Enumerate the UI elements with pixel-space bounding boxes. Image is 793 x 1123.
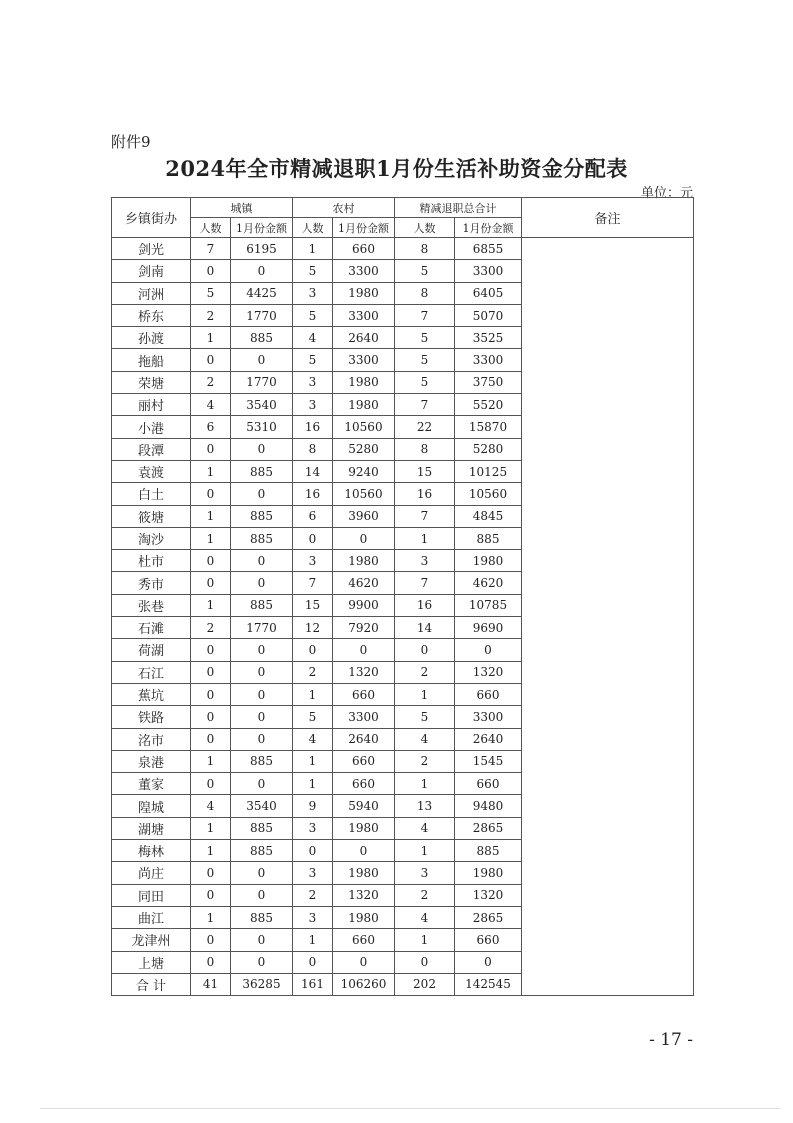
town-name-cell: 白土 [112,483,191,505]
value-cell: 5 [395,371,455,393]
value-cell: 0 [333,527,395,549]
value-cell: 2 [191,371,231,393]
value-cell: 1 [191,840,231,862]
value-cell: 0 [231,884,293,906]
value-cell: 0 [333,840,395,862]
town-name-cell: 筱塘 [112,505,191,527]
town-name-cell: 隍城 [112,795,191,817]
town-name-cell: 湖塘 [112,817,191,839]
header-total-amount: 1月份金额 [455,218,522,238]
value-cell: 5 [293,304,333,326]
value-cell: 2 [293,884,333,906]
value-cell: 15 [293,594,333,616]
value-cell: 3 [293,394,333,416]
value-cell: 6405 [455,282,522,304]
value-cell: 6195 [231,238,293,260]
value-cell: 0 [231,728,293,750]
value-cell: 22 [395,416,455,438]
value-cell: 1770 [231,371,293,393]
value-cell: 885 [231,840,293,862]
value-cell: 5280 [333,438,395,460]
town-name-cell: 石滩 [112,617,191,639]
value-cell: 15870 [455,416,522,438]
value-cell: 4425 [231,282,293,304]
value-cell: 2 [395,661,455,683]
attachment-label: 附件9 [111,133,151,151]
value-cell: 12 [293,617,333,639]
value-cell: 0 [293,527,333,549]
value-cell: 1 [293,750,333,772]
value-cell: 2640 [333,728,395,750]
value-cell: 0 [191,951,231,973]
town-name-cell: 荷湖 [112,639,191,661]
value-cell: 1 [395,773,455,795]
town-name-cell: 丽村 [112,394,191,416]
value-cell: 3 [293,550,333,572]
value-cell: 3300 [333,304,395,326]
value-cell: 10560 [333,483,395,505]
town-name-cell: 石江 [112,661,191,683]
value-cell: 0 [395,639,455,661]
value-cell: 0 [231,550,293,572]
value-cell: 9480 [455,795,522,817]
value-cell: 0 [191,483,231,505]
value-cell: 660 [333,683,395,705]
value-cell: 5 [191,282,231,304]
town-name-cell: 桥东 [112,304,191,326]
header-town: 乡镇街办 [112,198,191,238]
value-cell: 0 [191,661,231,683]
value-cell: 0 [231,639,293,661]
value-cell: 1980 [333,282,395,304]
value-cell: 5310 [231,416,293,438]
value-cell: 3 [293,817,333,839]
value-cell: 0 [191,862,231,884]
value-cell: 5 [293,260,333,282]
value-cell: 0 [191,929,231,951]
value-cell: 1320 [333,661,395,683]
header-urban: 城镇 [191,198,293,218]
header-rural-count: 人数 [293,218,333,238]
value-cell: 4 [395,728,455,750]
remark-cell [522,238,694,996]
value-cell: 4845 [455,505,522,527]
town-name-cell: 龙津州 [112,929,191,951]
value-cell: 3300 [455,706,522,728]
town-name-cell: 合 计 [112,973,191,995]
town-name-cell: 荣塘 [112,371,191,393]
value-cell: 142545 [455,973,522,995]
value-cell: 0 [231,438,293,460]
value-cell: 6855 [455,238,522,260]
value-cell: 1 [191,906,231,928]
value-cell: 7 [191,238,231,260]
value-cell: 1770 [231,304,293,326]
value-cell: 3300 [455,349,522,371]
value-cell: 1 [191,505,231,527]
value-cell: 0 [231,683,293,705]
value-cell: 885 [231,906,293,928]
value-cell: 1 [191,750,231,772]
value-cell: 3540 [231,394,293,416]
town-name-cell: 杜市 [112,550,191,572]
value-cell: 10560 [333,416,395,438]
value-cell: 4 [191,795,231,817]
value-cell: 5520 [455,394,522,416]
value-cell: 4620 [455,572,522,594]
value-cell: 0 [231,349,293,371]
value-cell: 4620 [333,572,395,594]
town-name-cell: 拖船 [112,349,191,371]
value-cell: 0 [191,706,231,728]
value-cell: 885 [231,750,293,772]
value-cell: 885 [455,527,522,549]
value-cell: 885 [455,840,522,862]
value-cell: 885 [231,817,293,839]
value-cell: 7 [395,572,455,594]
value-cell: 1 [191,327,231,349]
value-cell: 0 [191,438,231,460]
value-cell: 885 [231,505,293,527]
value-cell: 660 [455,773,522,795]
value-cell: 4 [293,728,333,750]
value-cell: 4 [395,817,455,839]
value-cell: 1545 [455,750,522,772]
town-name-cell: 剑光 [112,238,191,260]
value-cell: 660 [333,773,395,795]
value-cell: 1 [191,527,231,549]
value-cell: 3300 [333,349,395,371]
value-cell: 10560 [455,483,522,505]
value-cell: 0 [191,550,231,572]
value-cell: 16 [395,594,455,616]
value-cell: 14 [395,617,455,639]
value-cell: 0 [231,260,293,282]
value-cell: 9900 [333,594,395,616]
town-name-cell: 秀市 [112,572,191,594]
value-cell: 3525 [455,327,522,349]
value-cell: 1320 [455,884,522,906]
value-cell: 2 [395,884,455,906]
value-cell: 0 [231,483,293,505]
value-cell: 3 [293,371,333,393]
header-total: 精减退职总合计 [395,198,522,218]
value-cell: 1980 [455,862,522,884]
value-cell: 0 [293,840,333,862]
table-body [112,238,694,996]
value-cell: 2865 [455,817,522,839]
value-cell: 10125 [455,460,522,482]
table-row [112,238,694,260]
value-cell: 0 [293,639,333,661]
value-cell: 885 [231,594,293,616]
value-cell: 5280 [455,438,522,460]
value-cell: 9240 [333,460,395,482]
value-cell: 0 [293,951,333,973]
town-name-cell: 剑南 [112,260,191,282]
value-cell: 7920 [333,617,395,639]
value-cell: 0 [333,951,395,973]
value-cell: 2640 [455,728,522,750]
value-cell: 3 [293,282,333,304]
value-cell: 4 [191,394,231,416]
value-cell: 9690 [455,617,522,639]
value-cell: 0 [395,951,455,973]
header-urban-amount: 1月份金额 [231,218,293,238]
value-cell: 0 [191,773,231,795]
value-cell: 2 [293,661,333,683]
value-cell: 3750 [455,371,522,393]
value-cell: 4 [293,327,333,349]
value-cell: 4 [395,906,455,928]
town-name-cell: 曲江 [112,906,191,928]
value-cell: 8 [395,282,455,304]
value-cell: 16 [293,416,333,438]
town-name-cell: 董家 [112,773,191,795]
value-cell: 3 [395,550,455,572]
value-cell: 1 [395,683,455,705]
town-name-cell: 孙渡 [112,327,191,349]
value-cell: 106260 [333,973,395,995]
value-cell: 0 [191,572,231,594]
unit-label: 单位：元 [640,186,693,201]
value-cell: 161 [293,973,333,995]
value-cell: 885 [231,460,293,482]
value-cell: 1 [293,929,333,951]
value-cell: 5 [395,349,455,371]
value-cell: 1980 [333,817,395,839]
value-cell: 13 [395,795,455,817]
value-cell: 5940 [333,795,395,817]
value-cell: 2 [191,304,231,326]
town-name-cell: 蕉坑 [112,683,191,705]
value-cell: 885 [231,327,293,349]
town-name-cell: 尚庄 [112,862,191,884]
value-cell: 0 [191,884,231,906]
value-cell: 2 [395,750,455,772]
value-cell: 1 [293,773,333,795]
value-cell: 1 [395,527,455,549]
value-cell: 1980 [333,394,395,416]
value-cell: 6 [191,416,231,438]
value-cell: 0 [231,862,293,884]
town-name-cell: 洺市 [112,728,191,750]
value-cell: 15 [395,460,455,482]
value-cell: 3 [293,862,333,884]
value-cell: 0 [231,951,293,973]
value-cell: 0 [333,639,395,661]
value-cell: 3300 [455,260,522,282]
value-cell: 36285 [231,973,293,995]
value-cell: 6 [293,505,333,527]
value-cell: 7 [395,394,455,416]
value-cell: 0 [191,683,231,705]
value-cell: 1980 [333,862,395,884]
value-cell: 2640 [333,327,395,349]
value-cell: 8 [395,238,455,260]
value-cell: 0 [191,728,231,750]
value-cell: 1980 [333,906,395,928]
town-name-cell: 上塘 [112,951,191,973]
value-cell: 1980 [455,550,522,572]
value-cell: 0 [231,929,293,951]
town-name-cell: 袁渡 [112,460,191,482]
town-name-cell: 段潭 [112,438,191,460]
town-name-cell: 铁路 [112,706,191,728]
value-cell: 2 [191,617,231,639]
value-cell: 16 [395,483,455,505]
value-cell: 0 [231,572,293,594]
value-cell: 3960 [333,505,395,527]
value-cell: 1320 [333,884,395,906]
value-cell: 16 [293,483,333,505]
value-cell: 0 [191,639,231,661]
value-cell: 1 [395,929,455,951]
value-cell: 1320 [455,661,522,683]
value-cell: 1 [293,238,333,260]
value-cell: 0 [191,260,231,282]
town-name-cell: 同田 [112,884,191,906]
value-cell: 0 [231,706,293,728]
value-cell: 9 [293,795,333,817]
value-cell: 1 [191,817,231,839]
town-name-cell: 泉港 [112,750,191,772]
value-cell: 8 [395,438,455,460]
value-cell: 5 [395,706,455,728]
town-name-cell: 梅林 [112,840,191,862]
value-cell: 5070 [455,304,522,326]
value-cell: 660 [333,750,395,772]
value-cell: 0 [191,349,231,371]
value-cell: 5 [293,349,333,371]
header-rural-amount: 1月份金额 [333,218,395,238]
page-number: - 17 - [649,1030,693,1050]
value-cell: 1980 [333,371,395,393]
value-cell: 3540 [231,795,293,817]
bottom-divider [40,1108,780,1109]
value-cell: 10785 [455,594,522,616]
page-title: 2024年全市精减退职1月份生活补助资金分配表 [165,156,628,181]
header-rural: 农村 [293,198,395,218]
value-cell: 3300 [333,706,395,728]
value-cell: 5 [293,706,333,728]
header-urban-count: 人数 [191,218,231,238]
value-cell: 660 [455,683,522,705]
value-cell: 660 [333,238,395,260]
value-cell: 3 [293,906,333,928]
value-cell: 8 [293,438,333,460]
value-cell: 202 [395,973,455,995]
value-cell: 0 [231,661,293,683]
value-cell: 2865 [455,906,522,928]
value-cell: 1 [191,594,231,616]
value-cell: 7 [395,505,455,527]
value-cell: 660 [455,929,522,951]
value-cell: 3 [395,862,455,884]
value-cell: 5 [395,260,455,282]
value-cell: 7 [293,572,333,594]
town-name-cell: 小港 [112,416,191,438]
value-cell: 660 [333,929,395,951]
value-cell: 0 [455,951,522,973]
value-cell: 14 [293,460,333,482]
town-name-cell: 淘沙 [112,527,191,549]
value-cell: 1 [191,460,231,482]
value-cell: 1 [293,683,333,705]
value-cell: 885 [231,527,293,549]
header-total-count: 人数 [395,218,455,238]
value-cell: 0 [231,773,293,795]
town-name-cell: 张巷 [112,594,191,616]
value-cell: 1770 [231,617,293,639]
value-cell: 1 [395,840,455,862]
value-cell: 0 [455,639,522,661]
value-cell: 3300 [333,260,395,282]
value-cell: 41 [191,973,231,995]
town-name-cell: 河洲 [112,282,191,304]
allocation-table [111,197,694,996]
value-cell: 1980 [333,550,395,572]
header-remark: 备注 [522,198,694,238]
value-cell: 5 [395,327,455,349]
value-cell: 7 [395,304,455,326]
